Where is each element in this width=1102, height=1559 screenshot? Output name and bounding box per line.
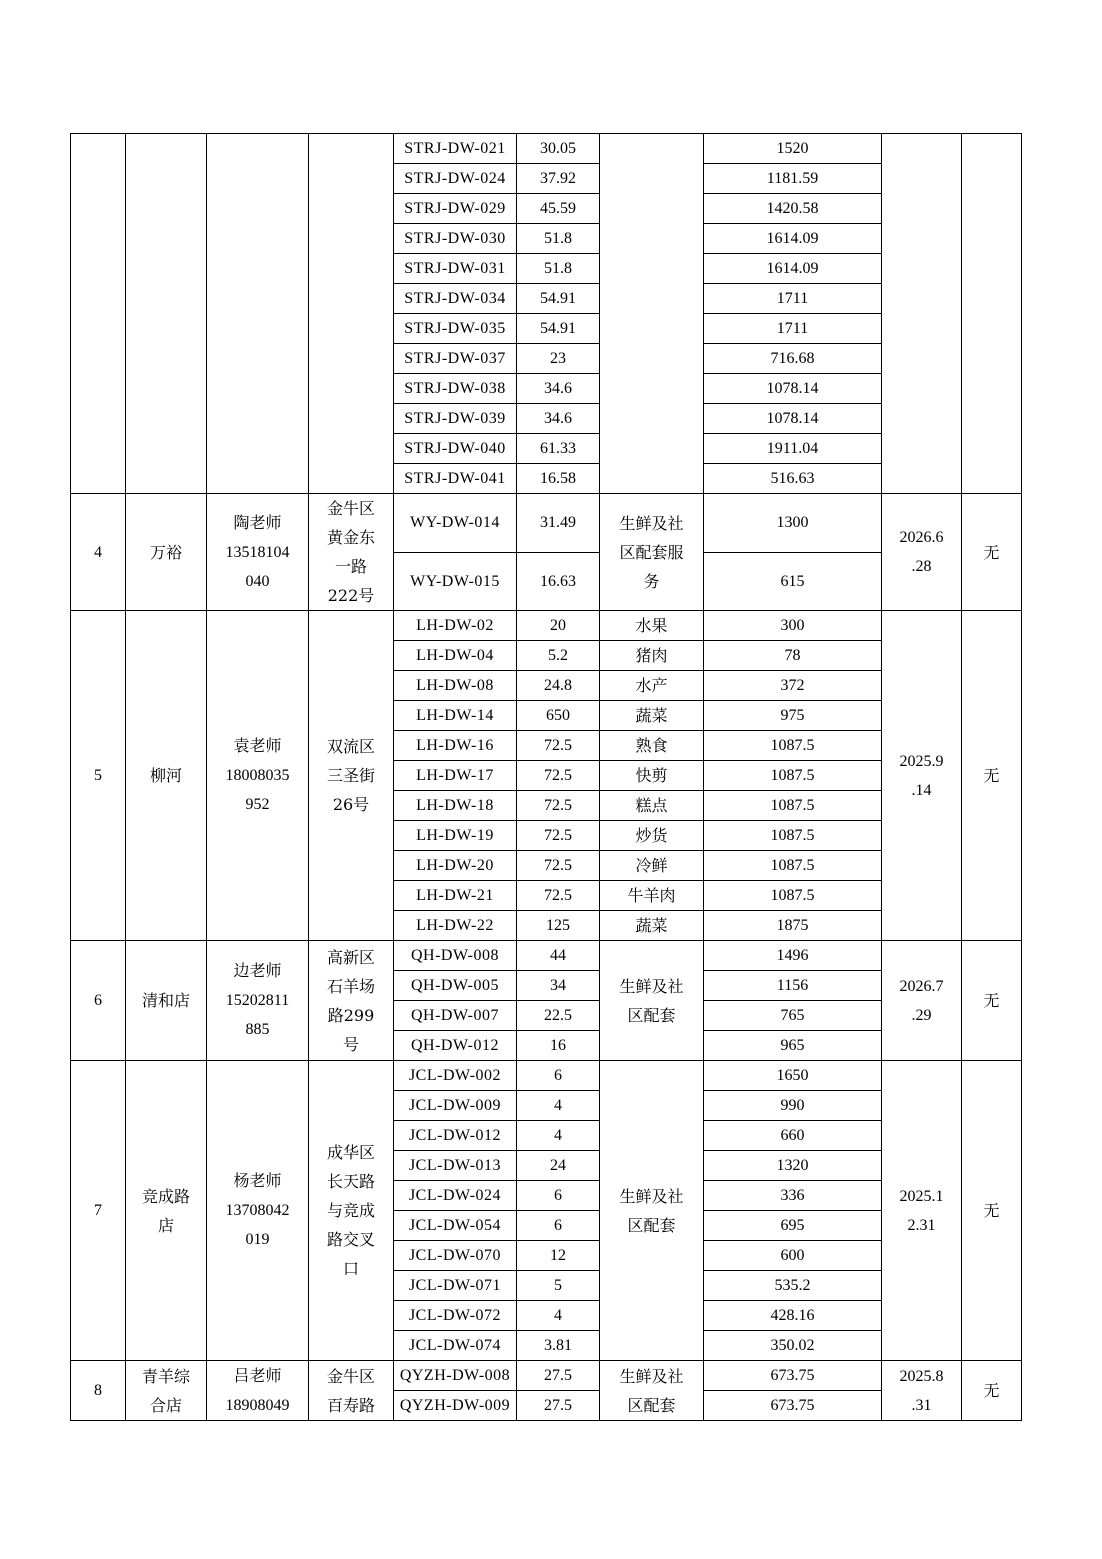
table-row (71, 1061, 1022, 1091)
price-cell: 615 (704, 552, 882, 611)
lease-table (70, 133, 1022, 1421)
use-cell: 糕点 (600, 791, 704, 821)
stall-code-cell: JCL-DW-054 (394, 1211, 517, 1241)
area-cell: 44 (517, 941, 600, 971)
area-cell: 3.81 (517, 1331, 600, 1361)
area-cell: 22.5 (517, 1001, 600, 1031)
area-cell: 27.5 (517, 1361, 600, 1391)
stall-code-cell: JCL-DW-071 (394, 1271, 517, 1301)
name-cell: 柳河 (126, 611, 207, 941)
stall-code-cell: JCL-DW-002 (394, 1061, 517, 1091)
no-cell (71, 134, 126, 494)
stall-code-cell: STRJ-DW-030 (394, 224, 517, 254)
price-cell: 1087.5 (704, 731, 882, 761)
note-cell: 无 (962, 611, 1022, 941)
area-cell: 72.5 (517, 731, 600, 761)
name-cell: 青羊综 合店 (126, 1361, 207, 1421)
stall-code-cell: STRJ-DW-038 (394, 374, 517, 404)
stall-code-cell: QYZH-DW-008 (394, 1361, 517, 1391)
stall-code-cell: WY-DW-015 (394, 552, 517, 611)
use-cell (600, 134, 704, 494)
use-cell: 蔬菜 (600, 911, 704, 941)
note-cell: 无 (962, 494, 1022, 611)
area-cell: 16 (517, 1031, 600, 1061)
stall-code-cell: STRJ-DW-040 (394, 434, 517, 464)
address-cell: 金牛区 百寿路 (309, 1361, 394, 1421)
area-cell: 72.5 (517, 881, 600, 911)
area-cell: 72.5 (517, 791, 600, 821)
area-cell: 6 (517, 1061, 600, 1091)
contact-cell: 边老师 15202811 885 (207, 941, 309, 1061)
contact-cell: 杨老师 13708042 019 (207, 1061, 309, 1361)
area-cell: 4 (517, 1301, 600, 1331)
stall-code-cell: LH-DW-02 (394, 611, 517, 641)
stall-code-cell: STRJ-DW-039 (394, 404, 517, 434)
name-cell: 万裕 (126, 494, 207, 611)
date-cell: 2025.9 .14 (882, 611, 962, 941)
area-cell: 16.58 (517, 464, 600, 494)
price-cell: 975 (704, 701, 882, 731)
contact-cell: 袁老师 18008035 952 (207, 611, 309, 941)
stall-code-cell: STRJ-DW-034 (394, 284, 517, 314)
stall-code-cell: STRJ-DW-021 (394, 134, 517, 164)
stall-code-cell: JCL-DW-070 (394, 1241, 517, 1271)
price-cell: 336 (704, 1181, 882, 1211)
area-cell: 34.6 (517, 404, 600, 434)
price-cell: 1711 (704, 314, 882, 344)
price-cell: 1087.5 (704, 851, 882, 881)
area-cell: 45.59 (517, 194, 600, 224)
address-cell: 金牛区 黄金东 一路 222号 (309, 494, 394, 611)
area-cell: 54.91 (517, 314, 600, 344)
table-row (71, 941, 1022, 971)
stall-code-cell: LH-DW-17 (394, 761, 517, 791)
area-cell: 16.63 (517, 552, 600, 611)
table-row (71, 1361, 1022, 1391)
note-cell: 无 (962, 1361, 1022, 1421)
area-cell: 12 (517, 1241, 600, 1271)
no-cell: 5 (71, 611, 126, 941)
stall-code-cell: QH-DW-012 (394, 1031, 517, 1061)
use-cell: 生鲜及社 区配套 (600, 1361, 704, 1421)
use-cell: 生鲜及社 区配套 (600, 941, 704, 1061)
stall-code-cell: JCL-DW-012 (394, 1121, 517, 1151)
price-cell: 1087.5 (704, 821, 882, 851)
area-cell: 24.8 (517, 671, 600, 701)
price-cell: 765 (704, 1001, 882, 1031)
note-cell (962, 134, 1022, 494)
table-row (71, 134, 1022, 164)
area-cell: 34.6 (517, 374, 600, 404)
stall-code-cell: LH-DW-21 (394, 881, 517, 911)
name-cell (126, 134, 207, 494)
stall-code-cell: STRJ-DW-035 (394, 314, 517, 344)
price-cell: 1614.09 (704, 254, 882, 284)
stall-code-cell: JCL-DW-072 (394, 1301, 517, 1331)
price-cell: 673.75 (704, 1391, 882, 1421)
area-cell: 4 (517, 1121, 600, 1151)
use-cell: 水产 (600, 671, 704, 701)
price-cell: 1300 (704, 494, 882, 553)
price-cell: 1614.09 (704, 224, 882, 254)
use-cell: 熟食 (600, 731, 704, 761)
stall-code-cell: QH-DW-005 (394, 971, 517, 1001)
stall-code-cell: QYZH-DW-009 (394, 1391, 517, 1421)
contact-cell (207, 134, 309, 494)
price-cell: 1078.14 (704, 404, 882, 434)
no-cell: 8 (71, 1361, 126, 1421)
price-cell: 1087.5 (704, 761, 882, 791)
area-cell: 34 (517, 971, 600, 1001)
stall-code-cell: LH-DW-08 (394, 671, 517, 701)
date-cell: 2025.8 .31 (882, 1361, 962, 1421)
area-cell: 5.2 (517, 641, 600, 671)
price-cell: 1320 (704, 1151, 882, 1181)
use-cell: 蔬菜 (600, 701, 704, 731)
price-cell: 1156 (704, 971, 882, 1001)
price-cell: 695 (704, 1211, 882, 1241)
price-cell: 600 (704, 1241, 882, 1271)
area-cell: 72.5 (517, 761, 600, 791)
area-cell: 37.92 (517, 164, 600, 194)
no-cell: 7 (71, 1061, 126, 1361)
area-cell: 30.05 (517, 134, 600, 164)
area-cell: 27.5 (517, 1391, 600, 1421)
area-cell: 20 (517, 611, 600, 641)
price-cell: 716.68 (704, 344, 882, 374)
price-cell: 965 (704, 1031, 882, 1061)
area-cell: 24 (517, 1151, 600, 1181)
stall-code-cell: LH-DW-16 (394, 731, 517, 761)
contact-cell: 吕老师 18908049 (207, 1361, 309, 1421)
stall-code-cell: JCL-DW-074 (394, 1331, 517, 1361)
stall-code-cell: LH-DW-22 (394, 911, 517, 941)
no-cell: 4 (71, 494, 126, 611)
price-cell: 1078.14 (704, 374, 882, 404)
price-cell: 535.2 (704, 1271, 882, 1301)
stall-code-cell: LH-DW-14 (394, 701, 517, 731)
date-cell: 2025.1 2.31 (882, 1061, 962, 1361)
price-cell: 1650 (704, 1061, 882, 1091)
address-cell: 双流区 三圣街 26号 (309, 611, 394, 941)
area-cell: 650 (517, 701, 600, 731)
area-cell: 31.49 (517, 494, 600, 553)
area-cell: 6 (517, 1211, 600, 1241)
stall-code-cell: LH-DW-04 (394, 641, 517, 671)
table-row (71, 494, 1022, 553)
price-cell: 350.02 (704, 1331, 882, 1361)
price-cell: 1087.5 (704, 791, 882, 821)
note-cell: 无 (962, 941, 1022, 1061)
stall-code-cell: QH-DW-007 (394, 1001, 517, 1031)
stall-code-cell: JCL-DW-013 (394, 1151, 517, 1181)
area-cell: 51.8 (517, 254, 600, 284)
price-cell: 78 (704, 641, 882, 671)
price-cell: 990 (704, 1091, 882, 1121)
stall-code-cell: JCL-DW-009 (394, 1091, 517, 1121)
use-cell: 炒货 (600, 821, 704, 851)
date-cell (882, 134, 962, 494)
price-cell: 516.63 (704, 464, 882, 494)
note-cell: 无 (962, 1061, 1022, 1361)
table-row (71, 611, 1022, 641)
stall-code-cell: STRJ-DW-031 (394, 254, 517, 284)
date-cell: 2026.7 .29 (882, 941, 962, 1061)
stall-code-cell: JCL-DW-024 (394, 1181, 517, 1211)
price-cell: 300 (704, 611, 882, 641)
area-cell: 5 (517, 1271, 600, 1301)
stall-code-cell: QH-DW-008 (394, 941, 517, 971)
stall-code-cell: STRJ-DW-024 (394, 164, 517, 194)
use-cell: 猪肉 (600, 641, 704, 671)
area-cell: 54.91 (517, 284, 600, 314)
use-cell: 水果 (600, 611, 704, 641)
name-cell: 清和店 (126, 941, 207, 1061)
stall-code-cell: WY-DW-014 (394, 494, 517, 553)
contact-cell: 陶老师 13518104 040 (207, 494, 309, 611)
stall-code-cell: STRJ-DW-041 (394, 464, 517, 494)
stall-code-cell: LH-DW-18 (394, 791, 517, 821)
stall-code-cell: LH-DW-20 (394, 851, 517, 881)
area-cell: 61.33 (517, 434, 600, 464)
address-cell (309, 134, 394, 494)
use-cell: 牛羊肉 (600, 881, 704, 911)
stall-code-cell: STRJ-DW-029 (394, 194, 517, 224)
area-cell: 23 (517, 344, 600, 374)
price-cell: 1875 (704, 911, 882, 941)
use-cell: 快剪 (600, 761, 704, 791)
address-cell: 成华区 长天路 与竞成 路交叉 口 (309, 1061, 394, 1361)
area-cell: 72.5 (517, 851, 600, 881)
price-cell: 1496 (704, 941, 882, 971)
stall-code-cell: LH-DW-19 (394, 821, 517, 851)
date-cell: 2026.6 .28 (882, 494, 962, 611)
price-cell: 1911.04 (704, 434, 882, 464)
area-cell: 51.8 (517, 224, 600, 254)
price-cell: 1520 (704, 134, 882, 164)
price-cell: 1181.59 (704, 164, 882, 194)
no-cell: 6 (71, 941, 126, 1061)
price-cell: 660 (704, 1121, 882, 1151)
name-cell: 竞成路 店 (126, 1061, 207, 1361)
use-cell: 生鲜及社 区配套服 务 (600, 494, 704, 611)
price-cell: 1711 (704, 284, 882, 314)
price-cell: 1420.58 (704, 194, 882, 224)
use-cell: 冷鲜 (600, 851, 704, 881)
area-cell: 6 (517, 1181, 600, 1211)
area-cell: 4 (517, 1091, 600, 1121)
area-cell: 72.5 (517, 821, 600, 851)
area-cell: 125 (517, 911, 600, 941)
address-cell: 高新区 石羊场 路299 号 (309, 941, 394, 1061)
price-cell: 428.16 (704, 1301, 882, 1331)
use-cell: 生鲜及社 区配套 (600, 1061, 704, 1361)
price-cell: 372 (704, 671, 882, 701)
stall-code-cell: STRJ-DW-037 (394, 344, 517, 374)
price-cell: 673.75 (704, 1361, 882, 1391)
price-cell: 1087.5 (704, 881, 882, 911)
